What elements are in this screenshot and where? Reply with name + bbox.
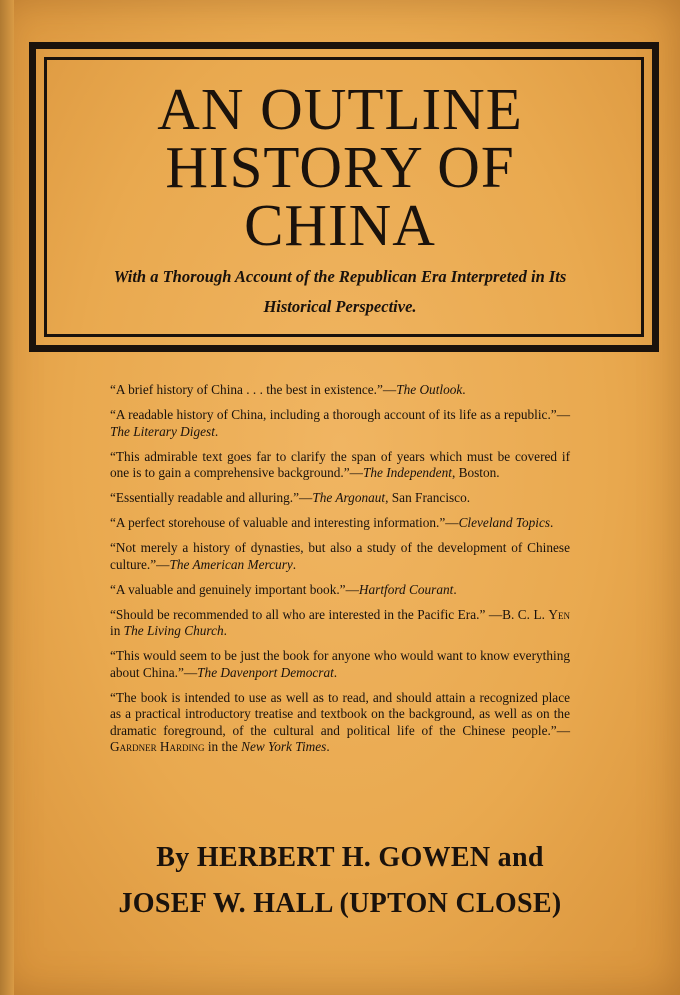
review-quote: “Essentially readable and alluring.”—The Argonaut, San Francisco.: [110, 490, 471, 505]
author-line-1: By HERBERT H. GOWEN and: [156, 842, 544, 873]
review-quote: “This admirable text goes far to clarify the span of years which must be covered if one is to gain a comprehensive background.”—The Independent, Boston.: [110, 448, 570, 480]
author-line-2: JOSEF W. HALL (UPTON CLOSE): [118, 888, 562, 919]
author-credit: [0, 838, 680, 924]
book-title: [0, 76, 680, 258]
review-quote: “A readable history of China, including a thorough account of its life as a republic.”—The Literary Digest.: [110, 407, 570, 439]
review-quote: “A perfect storehouse of valuable and interesting information.”—Cleveland Topics.: [110, 515, 554, 530]
title-line-2: HISTORY OF: [165, 134, 515, 200]
title-line-1: AN OUTLINE: [157, 76, 523, 142]
review-quote: “This would seem to be just the book for anyone who would want to know everything about China.”—The Davenport Democrat.: [110, 648, 570, 680]
review-quote: “Not merely a history of dynasties, but also a study of the development of Chinese culture.”—The American Mercury.: [110, 540, 570, 572]
review-quotes: [110, 382, 570, 764]
review-quote: “A brief history of China . . . the best in existence.”—The Outlook.: [110, 382, 466, 397]
subtitle-line-2: Historical Perspective.: [263, 297, 417, 316]
review-quote: “The book is intended to use as well as to read, and should attain a recognized place as a practical introductory treatise and textbook on the background, as well as on the dramatic foreground, of the cultural and political life of the Chinese people.”—Gardner Harding in the New York Times.: [110, 689, 570, 754]
review-quote: “A valuable and genuinely important book.”—Hartford Courant.: [110, 581, 457, 597]
review-quote: “Should be recommended to all who are interested in the Pacific Era.” —B. C. L. Yen in The Living Church.: [110, 606, 570, 638]
subtitle-line-1: With a Thorough Account of the Republican Era Interpreted in Its: [113, 267, 567, 286]
subtitle: [70, 262, 610, 322]
title-line-3: CHINA: [244, 192, 436, 258]
